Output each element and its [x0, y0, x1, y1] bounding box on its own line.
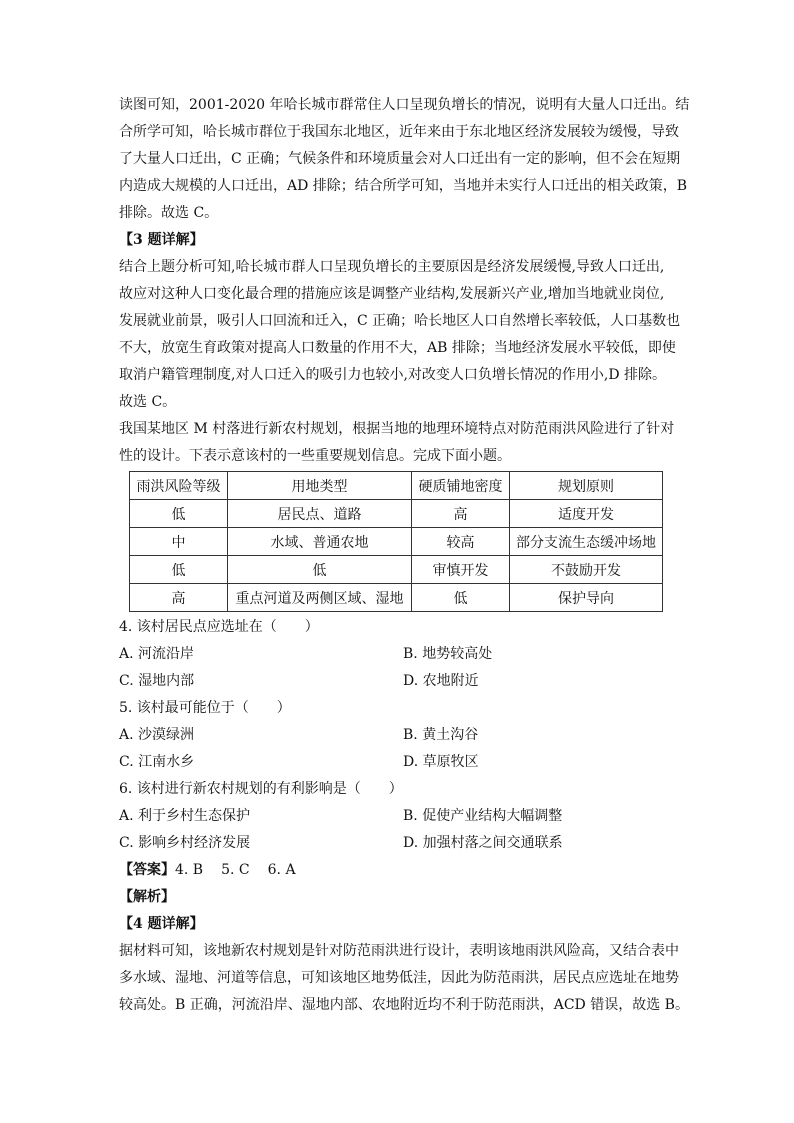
table-cell: 低: [228, 556, 412, 584]
text-line: 结合上题分析可知,哈长城市群人口呈现负增长的主要原因是经济发展缓慢,导致人口迁出,: [119, 259, 665, 275]
table-row: [130, 556, 663, 584]
question-6-stem: 6. 该村进行新农村规划的有利影响是（ ）: [119, 781, 403, 797]
answer-line: [119, 857, 679, 884]
heading-q4-detail: 【4 题详解】: [119, 916, 204, 932]
option-c: C. 江南水乡: [119, 754, 195, 770]
option-a: A. 沙漠绿洲: [119, 727, 195, 743]
option-a: A. 利于乡村生态保护: [119, 808, 251, 824]
text-line: 发展就业前景，吸引人口回流和迁入，C 正确；哈长地区人口自然增长率较低，人口基数也: [119, 313, 681, 329]
text-line: 取消户籍管理制度,对人口迁入的吸引力也较小,对改变人口负增长情况的作用小,D 排除。: [119, 367, 667, 383]
table-cell: 保护导向: [510, 584, 663, 612]
text-line: 了大量人口迁出，C 正确；气候条件和环境质量会对人口迁出有一定的影响，但不会在短期: [119, 151, 681, 167]
table-cell: 重点河道及两侧区域、湿地: [228, 584, 412, 612]
answer-label: 【答案】: [119, 862, 175, 878]
text-line: 性的设计。下表示意该村的一些重要规划信息。完成下面小题。: [119, 448, 511, 464]
table-cell: 居民点、道路: [228, 500, 412, 528]
text-line: 多水域、湿地、河道等信息，可知该地区地势低洼，因此为防范雨洪，居民点应选址在地势: [119, 970, 679, 986]
option-c: C. 湿地内部: [119, 673, 195, 689]
option-b: B. 地势较高处: [403, 646, 493, 662]
option-c: C. 影响乡村经济发展: [119, 835, 251, 851]
planning-table: [129, 471, 663, 612]
analysis-paragraph-4: [119, 938, 689, 1019]
text-line: 排除。故选 C。: [119, 205, 219, 221]
question-5-stem: 5. 该村最可能位于（ ）: [119, 700, 291, 716]
text-line: 读图可知，2001-2020 年哈长城市群常住人口呈现负增长的情况，说明有大量人口迁出。结: [119, 97, 690, 113]
table-cell: 中: [130, 528, 228, 556]
question-6-options: [119, 803, 679, 857]
text-line: 故应对这种人口变化最合理的措施应该是调整产业结构,发展新兴产业,增加当地就业岗位,: [119, 286, 665, 302]
text-line: 我国某地区 M 村落进行新农村规划，根据当地的地理环境特点对防范雨洪风险进行了针对: [119, 421, 675, 437]
table-cell: 低: [412, 584, 510, 612]
text-line: 较高处。B 正确，河流沿岸、湿地内部、农地附近均不利于防范雨洪，ACD 错误，故选 B。: [119, 997, 689, 1013]
option-d: D. 农地附近: [403, 673, 479, 689]
text-line: 内造成大规模的人口迁出，AD 排除；结合所学可知，当地并未实行人口迁出的相关政策，B: [119, 178, 688, 194]
answer-4: 4. B: [175, 862, 204, 878]
text-line: 合所学可知，哈长城市群位于我国东北地区，近年来由于东北地区经济发展较为缓慢，导致: [119, 124, 679, 140]
answer-6: 6. A: [267, 862, 296, 878]
question-4-stem: 4. 该村居民点应选址在（ ）: [119, 619, 319, 635]
table-cell: 较高: [412, 528, 510, 556]
text-line: 据材料可知，该地新农村规划是针对防范雨洪进行设计，表明该地雨洪风险高，又结合表中: [119, 943, 679, 959]
table-cell: 适度开发: [510, 500, 663, 528]
answer-5: 5. C: [221, 862, 250, 878]
question-5-options: [119, 722, 679, 776]
question-4-options: [119, 641, 679, 695]
table-header-cell: 硬质铺地密度: [412, 472, 510, 500]
table-row: [130, 584, 663, 612]
heading-analysis: 【解析】: [119, 889, 175, 905]
material-intro: [119, 416, 679, 470]
table-header-cell: 雨洪风险等级: [130, 472, 228, 500]
table-header-row: [130, 472, 663, 500]
text-line: 故选 C。: [119, 394, 177, 410]
table-cell: 高: [130, 584, 228, 612]
option-d: D. 加强村落之间交通联系: [403, 835, 563, 851]
table-row: [130, 500, 663, 528]
table-cell: 高: [412, 500, 510, 528]
table-cell: 低: [130, 500, 228, 528]
table-cell: 低: [130, 556, 228, 584]
option-b: B. 促使产业结构大幅调整: [403, 808, 563, 824]
heading-q3-detail: 【3 题详解】: [119, 232, 204, 248]
table-row: [130, 528, 663, 556]
option-d: D. 草原牧区: [403, 754, 479, 770]
table-cell: 不鼓励开发: [510, 556, 663, 584]
table-header-cell: 用地类型: [228, 472, 412, 500]
document-content: [119, 92, 690, 1019]
option-a: A. 河流沿岸: [119, 646, 195, 662]
table-header-cell: 规划原则: [510, 472, 663, 500]
table-cell: 水域、普通农地: [228, 528, 412, 556]
analysis-paragraph-3: [119, 254, 679, 416]
text-line: 不大，放宽生育政策对提高人口数量的作用不大，AB 排除；当地经济发展水平较低，即使: [119, 340, 676, 356]
analysis-paragraph-2: [119, 92, 690, 227]
option-b: B. 黄土沟谷: [403, 727, 479, 743]
table-cell: 审慎开发: [412, 556, 510, 584]
table-cell: 部分支流生态缓冲场地: [510, 528, 663, 556]
